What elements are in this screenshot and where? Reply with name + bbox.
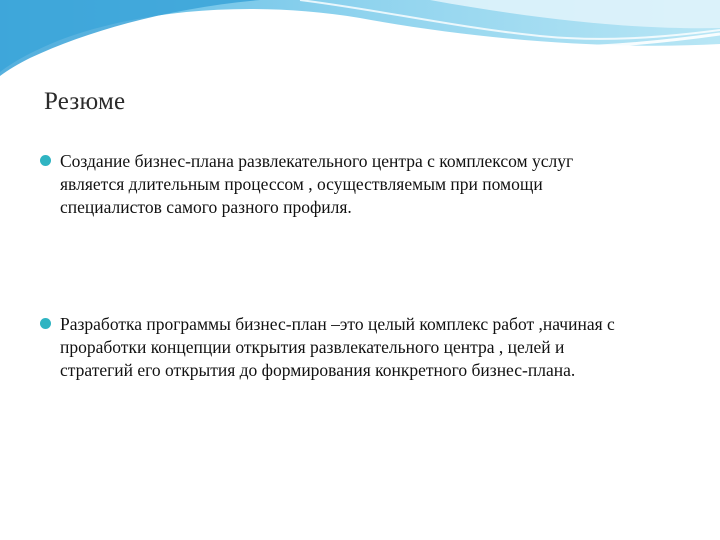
header-wave-decoration xyxy=(0,0,720,100)
bullet-dot-icon xyxy=(40,318,51,329)
bullet-dot-icon xyxy=(40,155,51,166)
slide-title: Резюме xyxy=(44,88,126,115)
bullet-text: Разработка программы бизнес-план –это целый комплекс работ ,начиная с проработки концепции открытия развлекательного центра , целей и стратегий его открытия до формирования конкретного бизнес-плана. xyxy=(60,314,615,380)
bullet-text: Создание бизнес-плана развлекательного центра с комплексом услуг является длительным процессом , осуществляемым при помощи специалистов самого разного профиля. xyxy=(60,151,574,217)
